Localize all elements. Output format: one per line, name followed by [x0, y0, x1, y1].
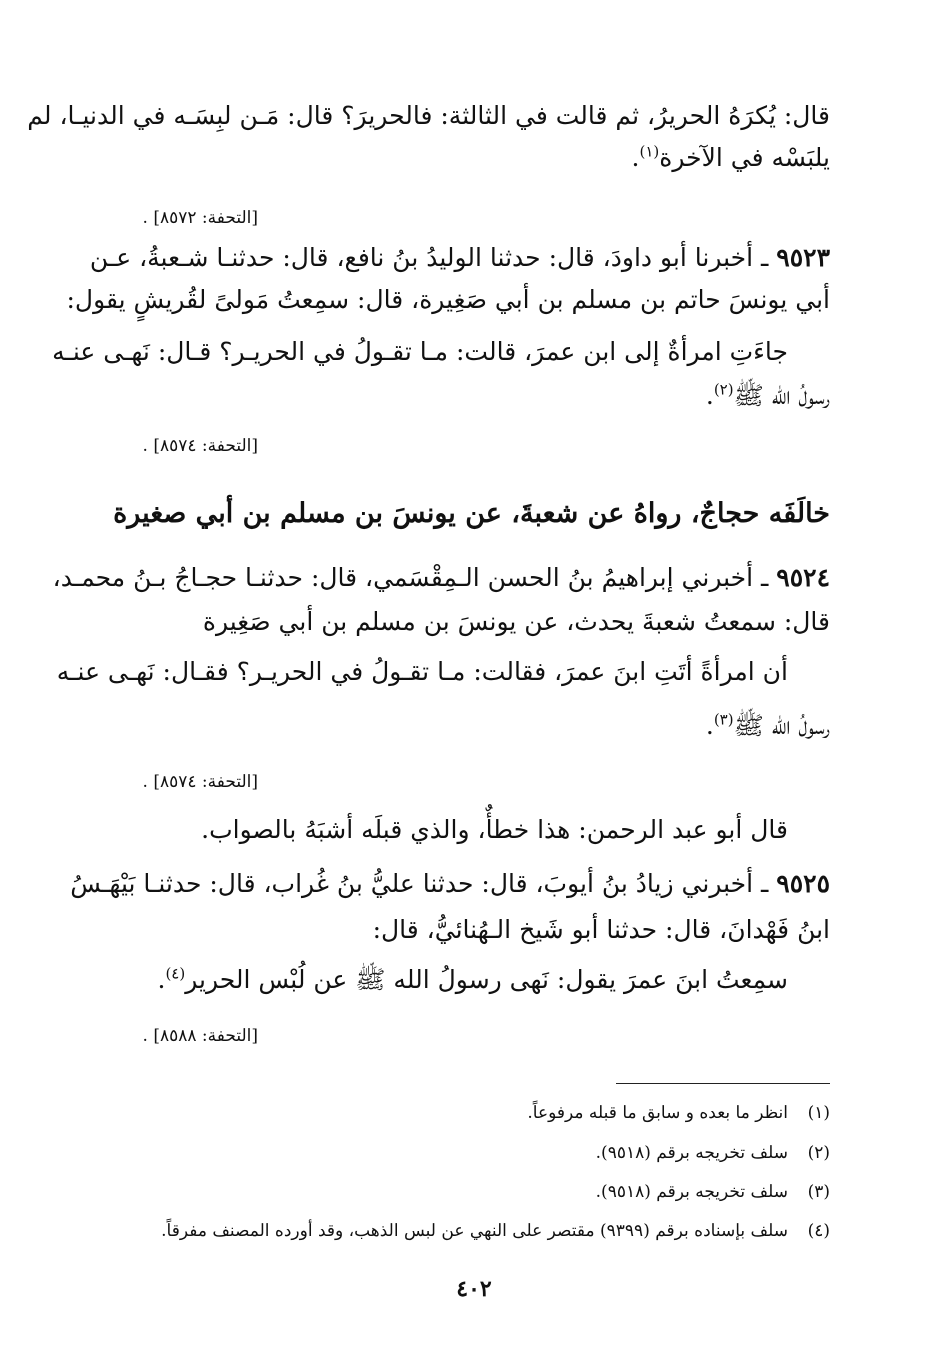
footnote-text: انظر ما بعده و سابق ما قبله مرفوعاً.: [527, 1103, 788, 1123]
hadith-9523-matn: جاءَتِ امرأةٌ إلى ابن عمرَ، قالت: مـا تقـولُ في الحريـر؟ قـال: نَهـى عنـه: [52, 337, 788, 366]
hadith-9524-line: قال: سمعتُ شعبةَ يحدث، عن يونسَ بن مسلم بن أبي صَغِيرة: [202, 607, 830, 636]
text-span: رسولُ الله ﷺ: [733, 711, 830, 740]
footnote-number: (٤): [807, 1221, 830, 1241]
text-line: [118, 140, 830, 176]
text-span: .: [705, 711, 714, 740]
footnote-marker: (٣): [713, 710, 734, 729]
text-line: قال: يُكرَهُ الحريرُ، ثم قالت في الثالثة: فالحريرَ؟ قال: مَـن لبِسَـه في الدنيـا، لم: [27, 101, 830, 130]
footnote-marker: (١): [639, 142, 660, 161]
text-span: .: [631, 143, 640, 172]
tuhfa-reference: [التحفة: ٨٥٨٨] .: [142, 1026, 258, 1046]
hadith-9523-line: أبي يونسَ حاتم بن مسلم بن أبي صَغِيرة، قال: سمِعتُ مَولىً لقُريشٍ يقول:: [66, 285, 830, 314]
text-span: يلبَسْه في الآخرة: [659, 143, 830, 172]
hadith-number: ٩٥٢٥: [776, 869, 830, 898]
footnote: [118, 1140, 830, 1166]
footnote: [118, 1100, 830, 1126]
author-comment: قال أبو عبد الرحمن: هذا خطأٌ، والذي قبلَه أشبَهُ بالصواب.: [201, 815, 788, 844]
tuhfa-reference: [التحفة: ٨٥٧٤] .: [142, 436, 258, 456]
text-span: ـ أخبرنا أبو داودَ، قال: حدثنا الوليدُ بنُ نافع، قال: حدثنـا شـعبةُ، عـن: [89, 243, 777, 272]
section-heading: خالَفَه حجاجٌ، رواهُ عن شعبةَ، عن يونسَ بن مسلم بن أبي صغيرة: [113, 498, 830, 529]
hadith-9525-line: ابنُ فَهْدانَ، قال: حدثنا أبو شَيخ الـهُنائيُّ، قال:: [372, 915, 830, 944]
footnote-number: (٣): [807, 1182, 830, 1202]
hadith-9523-line: [89, 240, 830, 276]
hadith-9524-matn: [118, 708, 830, 744]
text-span: ـ أخبرني إبراهيمُ بنُ الحسن الـمِقْسَمي، قال: حدثنـا حجـاجُ بـنُ محمـد،: [52, 563, 777, 592]
page-number: ٤٠٢: [456, 1276, 492, 1302]
hadith-9525-matn: [118, 962, 788, 998]
text-span: .: [157, 965, 166, 994]
footnote-text: سلف بإسناده برقم (٩٣٩٩) مقتصر على النهي عن لبس الذهب، وقد أورده المصنف مفرقاً.: [161, 1221, 788, 1241]
hadith-number: ٩٥٢٤: [776, 563, 830, 592]
hadith-9524-matn: أن امرأةً أتَتِ ابنَ عمرَ، فقالت: مـا تقـولُ في الحريـر؟ فقـال: نَهـى عنـه: [56, 657, 788, 686]
hadith-9525-line: [70, 866, 830, 902]
footnote-number: (١): [807, 1103, 830, 1123]
tuhfa-reference: [التحفة: ٨٥٧٢] .: [142, 208, 258, 228]
text-span: رسولُ الله ﷺ: [733, 381, 830, 410]
footnote-text: سلف تخريجه برقم (٩٥١٨).: [595, 1182, 788, 1202]
footnote-marker: (٤): [165, 964, 186, 983]
footnote-number: (٢): [807, 1143, 830, 1163]
footnote-text: سلف تخريجه برقم (٩٥١٨).: [595, 1143, 788, 1163]
hadith-9523-matn: [118, 378, 830, 414]
footnote-marker: (٢): [713, 380, 734, 399]
hadith-9524-line: [52, 560, 830, 596]
hadith-number: ٩٥٢٣: [776, 243, 830, 272]
text-span: .: [705, 381, 714, 410]
tuhfa-reference: [التحفة: ٨٥٧٤] .: [142, 772, 258, 792]
text-span: ـ أخبرني زيادُ بنُ أيوبَ، قال: حدثنا عليُّ بنُ غُراب، قال: حدثنـا بَيْهَـسُ: [70, 869, 777, 898]
footnote: [118, 1218, 830, 1244]
text-span: سمِعتُ ابنَ عمرَ يقول: نَهى رسولُ الله ﷺ عن لُبْس الحرير: [185, 965, 788, 994]
footnote: [118, 1179, 830, 1205]
footnote-separator: [616, 1083, 830, 1084]
